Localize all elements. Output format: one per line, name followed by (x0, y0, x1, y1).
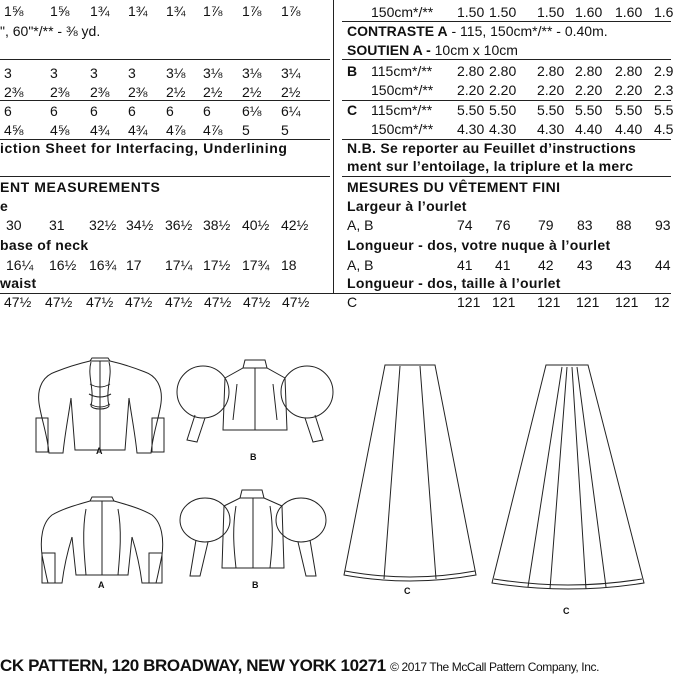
cell: 4.40 (615, 121, 643, 137)
copyright-notice: © 2017 The McCall Pattern Company, Inc. (390, 660, 600, 674)
cell: 40½ (242, 217, 270, 233)
cell: 34½ (126, 217, 154, 233)
cell: 121 (615, 294, 639, 310)
cell: 2.20 (615, 82, 643, 98)
cell: 47½ (45, 294, 73, 310)
cell: 30 (6, 217, 22, 233)
cell: 1⅝ (50, 3, 70, 19)
view-label-a-back: A (98, 580, 105, 590)
jacket-b-front-illustration (175, 360, 335, 460)
cell: 36½ (165, 217, 193, 233)
cell: 83 (577, 217, 593, 233)
publisher-footer (0, 656, 599, 676)
view-c-row-150 (347, 122, 671, 138)
longueur-dos-title: Longueur - dos, votre nuque à l’ourlet (347, 237, 611, 253)
contrast-a-line (347, 24, 608, 38)
cell: 2.80 (537, 63, 565, 79)
cell: 6 (166, 103, 174, 119)
fabric-row (347, 5, 671, 21)
publisher-address: CK PATTERN, 120 BROADWAY, NEW YORK 10271 (0, 656, 386, 675)
cell: 16¼ (6, 257, 34, 273)
yardage-row-6 (0, 123, 330, 139)
cell: 2⅜ (90, 84, 110, 100)
skirt-c-back-illustration (488, 365, 648, 595)
cell: 6 (128, 103, 136, 119)
cell: 5.50 (537, 102, 565, 118)
cell: 5.50 (575, 102, 603, 118)
cell: 47½ (204, 294, 232, 310)
cell: 2.9 (654, 63, 673, 79)
cell: 1¾ (90, 3, 110, 19)
skirt-c-front-illustration (340, 365, 480, 590)
cell: 74 (457, 217, 473, 233)
contrast-a-title: CONTRASTE A (347, 23, 448, 39)
longueur-taille-title: Longueur - dos, taille à l’ourlet (347, 275, 561, 291)
measurement-row (0, 258, 330, 274)
cell: 3⅛ (242, 65, 262, 81)
interfacing-yardage-note: ", 60"*/** - ⅜ yd. (0, 23, 101, 39)
cell: 44 (655, 257, 671, 273)
cell: 5.50 (457, 102, 485, 118)
cell: 2.20 (457, 82, 485, 98)
cell: 47½ (125, 294, 153, 310)
cell: 2.80 (615, 63, 643, 79)
cell: 47½ (86, 294, 114, 310)
divider (342, 176, 671, 177)
view-label: C (347, 294, 358, 310)
cell: 1⅞ (242, 3, 262, 19)
divider (0, 100, 330, 101)
fabric-width: 150cm*/** (371, 82, 434, 98)
cell: 79 (538, 217, 554, 233)
view-b-row-150 (347, 83, 671, 99)
soutien-a-line (347, 43, 518, 57)
view-label-c-front: C (404, 586, 411, 596)
view-letter: C (347, 102, 358, 118)
cell: 2⅜ (128, 84, 148, 100)
cell: 17 (126, 257, 142, 273)
cell: 2.20 (575, 82, 603, 98)
cell: 12 (654, 294, 670, 310)
cell: 4.5 (654, 121, 673, 137)
largeur-title: Largeur à l’ourlet (347, 198, 467, 214)
cell: 4⅞ (166, 122, 186, 138)
cell: 2⅜ (4, 84, 24, 100)
jacket-a-back-illustration (38, 495, 166, 585)
cell: 4⅞ (203, 122, 223, 138)
view-label: A, B (347, 257, 374, 273)
cell: 2⅜ (50, 84, 70, 100)
view-label-c-back: C (563, 606, 570, 616)
cell: 47½ (282, 294, 310, 310)
finished-measures-title: MESURES DU VÊTEMENT FINI (347, 179, 561, 195)
nb-note-line-1: N.B. Se reporter au Feuillet d’instructions (347, 140, 637, 156)
divider (0, 176, 330, 177)
cell: 5 (242, 122, 250, 138)
cell: 1.6 (654, 4, 673, 20)
measurement-label: base of neck (0, 237, 89, 253)
fabric-width: 115cm*/** (371, 102, 433, 118)
cell: 5.5 (654, 102, 673, 118)
cell: 1¾ (128, 3, 148, 19)
view-letter: B (347, 63, 358, 79)
view-c-row-115 (347, 103, 671, 119)
cell: 42½ (281, 217, 309, 233)
cell: 4¾ (90, 122, 110, 138)
cell: 3 (4, 65, 12, 81)
divider (0, 59, 330, 60)
cell: 3 (90, 65, 98, 81)
view-label-a-front: A (96, 446, 103, 456)
cell: 47½ (243, 294, 271, 310)
cell: 4⅝ (50, 122, 70, 138)
yardage-row-1 (0, 4, 330, 20)
cell: 4.30 (537, 121, 565, 137)
soutien-a-title: SOUTIEN A - (347, 42, 431, 58)
cell: 2½ (166, 84, 186, 100)
cell: 1¾ (166, 3, 186, 19)
divider (342, 21, 671, 22)
cell: 121 (492, 294, 516, 310)
jacket-a-front-illustration (35, 358, 165, 458)
fabric-width: 115cm*/** (371, 63, 433, 79)
cell: 6⅛ (242, 103, 262, 119)
yardage-row-3 (0, 66, 330, 82)
cell: 17¼ (165, 257, 193, 273)
cell: 43 (577, 257, 593, 273)
cell: 1⅝ (4, 3, 24, 19)
cell: 1⅞ (203, 3, 223, 19)
cell: 47½ (165, 294, 193, 310)
view-label-b-back: B (252, 580, 259, 590)
cell: 2.80 (457, 63, 485, 79)
cell: 1.50 (457, 4, 485, 20)
cell: 17½ (203, 257, 231, 273)
cell: 38½ (203, 217, 231, 233)
fabric-width: 150cm*/** (371, 4, 434, 20)
cell: 5 (281, 122, 289, 138)
cell: 16½ (49, 257, 77, 273)
cell: 3¼ (281, 65, 301, 81)
measurement-row (0, 218, 330, 234)
cell: 3 (50, 65, 58, 81)
cell: 2.80 (575, 63, 603, 79)
cell: 4.30 (489, 121, 517, 137)
cell: 17¾ (242, 257, 270, 273)
cell: 76 (495, 217, 511, 233)
cell: 121 (576, 294, 600, 310)
section-divider (0, 293, 671, 294)
cell: 3 (128, 65, 136, 81)
cell: 2.80 (489, 63, 517, 79)
largeur-row (347, 218, 671, 234)
divider (342, 59, 671, 60)
cell: 6 (90, 103, 98, 119)
cell: 4⅝ (4, 122, 24, 138)
cell: 1.60 (615, 4, 643, 20)
cell: 1⅞ (281, 3, 301, 19)
cell: 1.50 (537, 4, 565, 20)
cell: 6 (203, 103, 211, 119)
cell: 1.60 (575, 4, 603, 20)
cell: 41 (457, 257, 473, 273)
nb-note-line-2: ment sur l’entoilage, la triplure et la merc (347, 158, 634, 174)
jacket-b-back-illustration (178, 490, 328, 580)
longueur-taille-row (347, 295, 671, 311)
yardage-row-5 (0, 104, 330, 120)
cell: 2½ (281, 84, 301, 100)
cell: 31 (49, 217, 65, 233)
cell: 6¼ (281, 103, 301, 119)
cell: 43 (616, 257, 632, 273)
cell: 3⅛ (166, 65, 186, 81)
cell: 2½ (242, 84, 262, 100)
cell: 5.50 (489, 102, 517, 118)
cell: 42 (538, 257, 554, 273)
divider (342, 100, 671, 101)
cell: 6 (50, 103, 58, 119)
cell: 2.20 (537, 82, 565, 98)
cell: 4.40 (575, 121, 603, 137)
cell: 32½ (89, 217, 117, 233)
view-label: A, B (347, 217, 374, 233)
view-label-b-front: B (250, 452, 257, 462)
measurement-label: e (0, 198, 9, 214)
measurement-row (0, 295, 330, 311)
cell: 3⅛ (203, 65, 223, 81)
cell: 6 (4, 103, 12, 119)
cell: 47½ (4, 294, 32, 310)
cell: 2½ (203, 84, 223, 100)
cell: 18 (281, 257, 297, 273)
measurement-label: waist (0, 275, 37, 291)
cell: 88 (616, 217, 632, 233)
soutien-a-text: 10cm x 10cm (430, 42, 518, 58)
cell: 4¾ (128, 122, 148, 138)
cell: 41 (495, 257, 511, 273)
yardage-row-4 (0, 85, 330, 101)
contrast-a-text: - 115, 150cm*/** - 0.40m. (447, 23, 608, 39)
cell: 16¾ (89, 257, 117, 273)
body-measurements-title: ENT MEASUREMENTS (0, 179, 161, 195)
cell: 93 (655, 217, 671, 233)
view-b-row-115 (347, 64, 671, 80)
cell: 2.20 (489, 82, 517, 98)
cell: 5.50 (615, 102, 643, 118)
cell: 4.30 (457, 121, 485, 137)
cell: 121 (457, 294, 481, 310)
cell: 1.50 (489, 4, 517, 20)
cell: 121 (537, 294, 561, 310)
instruction-sheet-note: iction Sheet for Interfacing, Underlining (0, 140, 288, 156)
longueur-dos-row (347, 258, 671, 274)
cell: 2.3 (654, 82, 673, 98)
fabric-width: 150cm*/** (371, 121, 434, 137)
column-divider (333, 0, 334, 293)
